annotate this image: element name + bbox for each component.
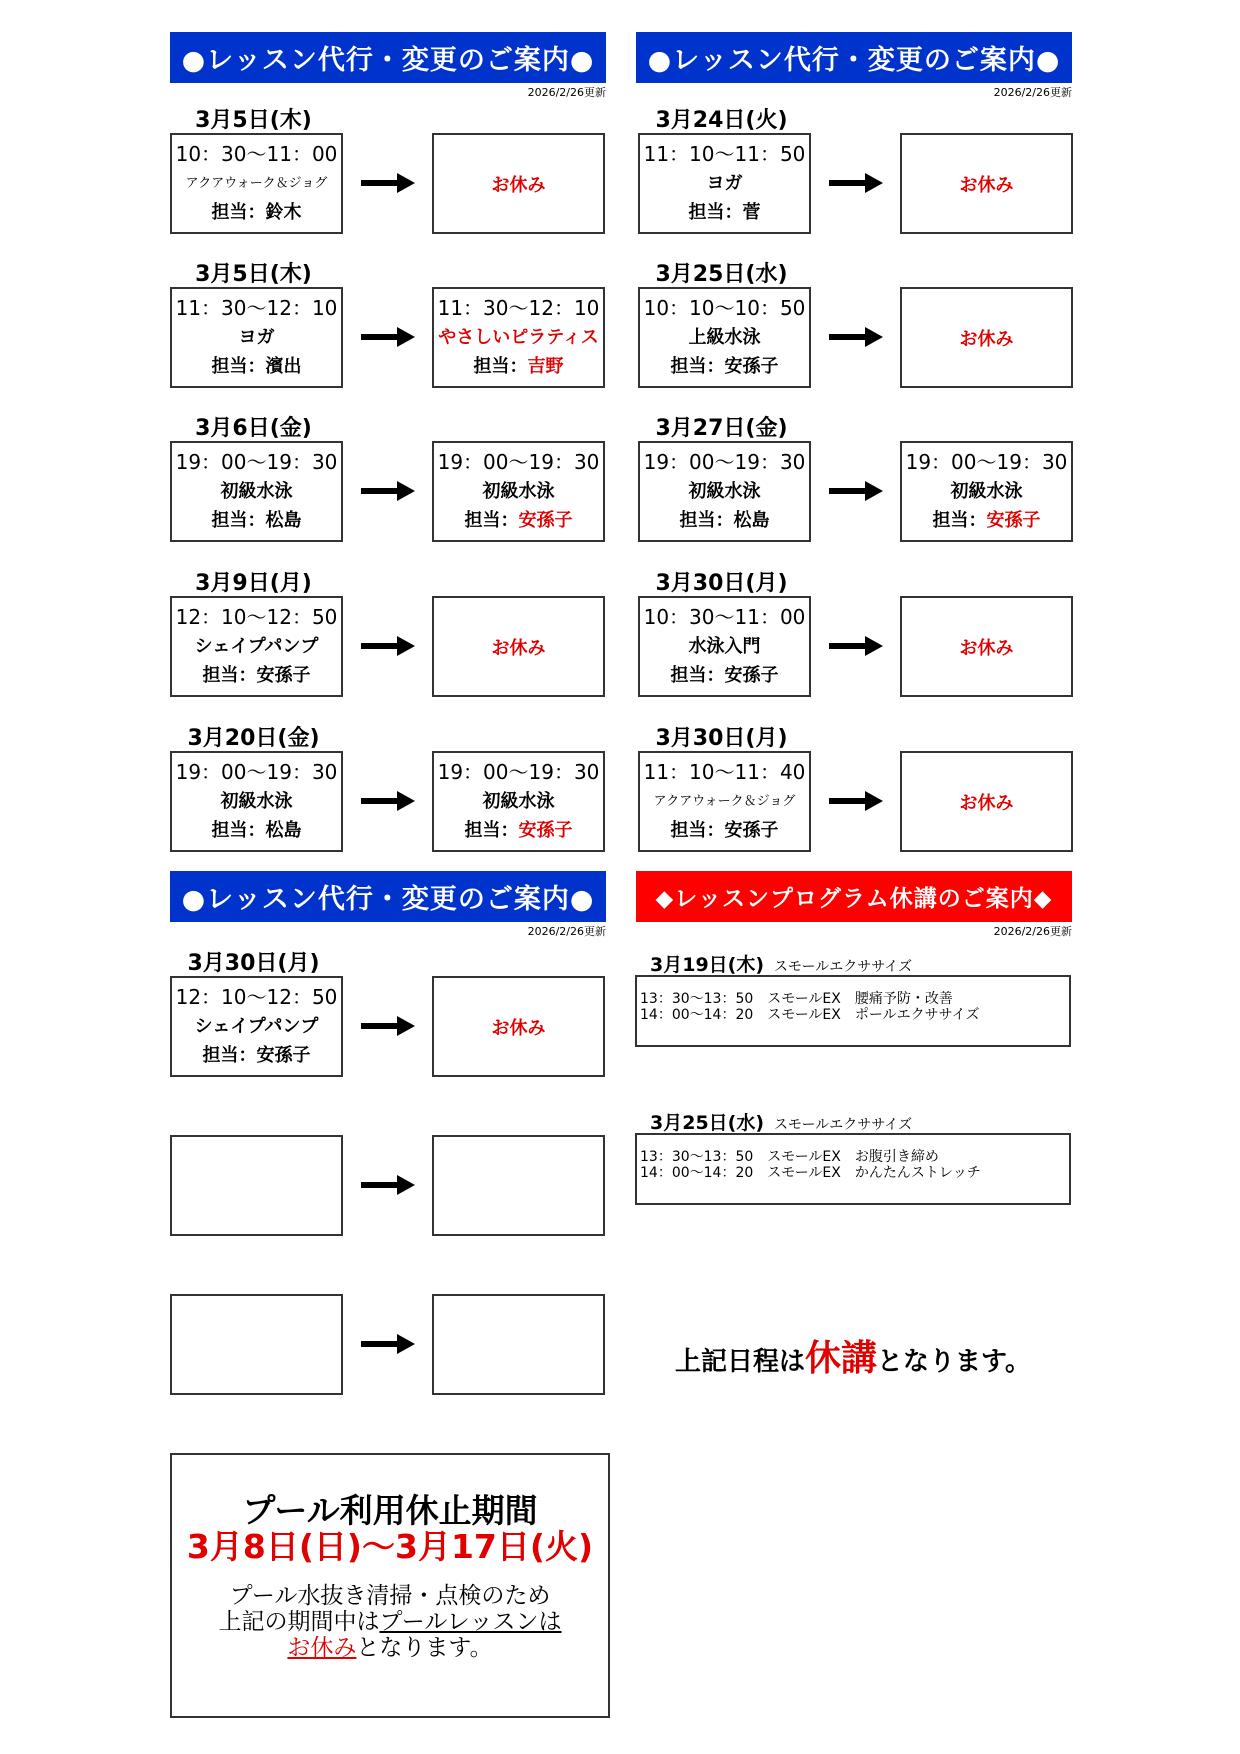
- changed-lesson-box: [900, 133, 1073, 234]
- lesson-date: 3月20日(金): [187, 726, 320, 751]
- updated-date: 2026/2/26更新: [527, 925, 606, 938]
- original-lesson-box: [638, 596, 811, 697]
- arrow-right-icon: [361, 173, 415, 193]
- lesson-program: アクアウォーク＆ジョグ: [185, 176, 328, 191]
- lesson-instructor: 担当：松島: [211, 510, 302, 531]
- lesson-time: 11：30～12：10: [437, 296, 600, 320]
- lesson-program: ヨガ: [706, 173, 743, 194]
- instructor-label: 担当：: [464, 510, 519, 531]
- arrow-right-icon: [361, 1016, 415, 1036]
- lesson-program: シェイプパンプ: [194, 1016, 319, 1037]
- off-label: お休み: [959, 174, 1014, 196]
- updated-date: 2026/2/26更新: [527, 86, 606, 99]
- lesson-date: 3月9日(月): [195, 571, 312, 596]
- lesson-date: 3月25日(水): [655, 262, 788, 287]
- changed-lesson-box: [900, 596, 1073, 697]
- cancel-date: 3月25日(水) スモールエクササイズ: [650, 1112, 913, 1134]
- original-lesson-box: [170, 287, 343, 388]
- off-label: お休み: [491, 174, 546, 196]
- lesson-date: 3月24日(火): [655, 108, 788, 133]
- lesson-program: アクアウォーク＆ジョグ: [653, 794, 796, 809]
- lesson-time: 19：00～19：30: [175, 760, 338, 784]
- lesson-instructor: [474, 352, 564, 381]
- changed-lesson-box: [432, 441, 605, 542]
- lesson-time: 19：00～19：30: [643, 450, 806, 474]
- original-lesson-box: [170, 751, 343, 852]
- lesson-time: 19：00～19：30: [175, 450, 338, 474]
- off-label: お休み: [959, 792, 1014, 814]
- arrow-right-icon: [361, 1175, 415, 1195]
- lesson-time: 12：10～12：50: [175, 985, 338, 1009]
- original-lesson-box: [638, 287, 811, 388]
- changed-lesson-box: [432, 1135, 605, 1236]
- pool-period: 3月8日(日)～3月17日(火): [186, 1527, 594, 1566]
- lesson-instructor: 担当：安孫子: [670, 665, 779, 686]
- arrow-right-icon: [829, 327, 883, 347]
- substitute-header-left: ●レッスン代行・変更のご案内●: [170, 32, 606, 83]
- lesson-time: 12：10～12：50: [175, 605, 338, 629]
- lesson-instructor: 担当：松島: [679, 510, 770, 531]
- lesson-date: 3月30日(月): [655, 571, 788, 596]
- lesson-program: 初級水泳: [688, 481, 761, 502]
- changed-lesson-box: [432, 133, 605, 234]
- lesson-program: 初級水泳: [482, 481, 555, 502]
- off-label: お休み: [491, 1017, 546, 1039]
- instructor-name: 安孫子: [518, 820, 573, 841]
- pool-title: プール利用休止期間: [242, 1491, 538, 1530]
- lesson-instructor: 担当：濱出: [211, 356, 302, 377]
- lesson-program: 上級水泳: [688, 327, 761, 348]
- lesson-instructor: [465, 816, 573, 845]
- cancel-box: 13：30～13：50 スモールEX 腰痛予防・改善 14：00～14：20 スモールEX ポールエクササイズ: [635, 975, 1071, 1047]
- lesson-program: 初級水泳: [220, 791, 293, 812]
- lesson-program: やさしいピラティス: [438, 327, 599, 348]
- changed-lesson-box: [432, 976, 605, 1077]
- lesson-time: 11：10～11：50: [643, 142, 806, 166]
- off-label: お休み: [959, 637, 1014, 659]
- lesson-date: 3月30日(月): [187, 951, 320, 976]
- lesson-instructor: 担当：安孫子: [202, 665, 311, 686]
- original-lesson-box: [170, 1135, 343, 1236]
- arrow-right-icon: [829, 636, 883, 656]
- lesson-program: ヨガ: [238, 327, 275, 348]
- lesson-instructor: 担当：安孫子: [670, 820, 779, 841]
- lesson-date: 3月27日(金): [655, 416, 788, 441]
- original-lesson-box: [638, 441, 811, 542]
- instructor-label: 担当：: [464, 820, 519, 841]
- instructor-name: 安孫子: [518, 510, 573, 531]
- lesson-time: 10：30～11：00: [643, 605, 806, 629]
- lesson-program: シェイプパンプ: [194, 636, 319, 657]
- lesson-date: 3月5日(木): [195, 262, 312, 287]
- changed-lesson-box: [432, 596, 605, 697]
- instructor-label: 担当：: [473, 356, 528, 377]
- lesson-program: 初級水泳: [950, 481, 1023, 502]
- original-lesson-box: [170, 1294, 343, 1395]
- original-lesson-box: [170, 596, 343, 697]
- lesson-instructor: 担当：安孫子: [670, 356, 779, 377]
- lesson-instructor: 担当：安孫子: [202, 1045, 311, 1066]
- original-lesson-box: [638, 133, 811, 234]
- changed-lesson-box: [432, 287, 605, 388]
- lesson-time: 19：00～19：30: [905, 450, 1068, 474]
- arrow-right-icon: [361, 791, 415, 811]
- lesson-date: 3月6日(金): [195, 416, 312, 441]
- original-lesson-box: [170, 441, 343, 542]
- instructor-name: 安孫子: [986, 510, 1041, 531]
- changed-lesson-box: [432, 1294, 605, 1395]
- substitute-header-lower: ●レッスン代行・変更のご案内●: [170, 871, 606, 922]
- lesson-instructor: [933, 506, 1041, 535]
- arrow-right-icon: [829, 481, 883, 501]
- arrow-right-icon: [829, 173, 883, 193]
- instructor-name: 吉野: [527, 356, 564, 377]
- lesson-time: 11：10～11：40: [643, 760, 806, 784]
- updated-date: 2026/2/26更新: [993, 86, 1072, 99]
- lesson-program: 初級水泳: [482, 791, 555, 812]
- lesson-instructor: 担当：松島: [211, 820, 302, 841]
- lesson-time: 10：10～10：50: [643, 296, 806, 320]
- lesson-date: 3月5日(木): [195, 108, 312, 133]
- arrow-right-icon: [361, 636, 415, 656]
- cancel-date: 3月19日(木) スモールエクササイズ: [650, 954, 913, 976]
- arrow-right-icon: [361, 481, 415, 501]
- original-lesson-box: [638, 751, 811, 852]
- original-lesson-box: [170, 133, 343, 234]
- arrow-right-icon: [361, 1334, 415, 1354]
- arrow-right-icon: [361, 327, 415, 347]
- pool-closure-box: [170, 1453, 610, 1718]
- original-lesson-box: [170, 976, 343, 1077]
- lesson-instructor: [465, 506, 573, 535]
- changed-lesson-box: [900, 441, 1073, 542]
- substitute-header-right: ●レッスン代行・変更のご案内●: [636, 32, 1072, 83]
- off-label: お休み: [491, 637, 546, 659]
- off-label: お休み: [959, 328, 1014, 350]
- lesson-program: 初級水泳: [220, 481, 293, 502]
- changed-lesson-box: [900, 287, 1073, 388]
- cancel-box: 13：30～13：50 スモールEX お腹引き締め 14：00～14：20 スモールEX かんたんストレッチ: [635, 1133, 1071, 1205]
- changed-lesson-box: [432, 751, 605, 852]
- instructor-label: 担当：: [932, 510, 987, 531]
- cancel-header: ◆レッスンプログラム休講のご案内◆: [636, 871, 1072, 922]
- lesson-instructor: 担当：菅: [688, 202, 761, 223]
- cancel-notice: 上記日程は休講となります。: [675, 1338, 1031, 1379]
- changed-lesson-box: [900, 751, 1073, 852]
- lesson-program: 水泳入門: [688, 636, 761, 657]
- lesson-time: 11：30～12：10: [175, 296, 338, 320]
- lesson-time: 19：00～19：30: [437, 450, 600, 474]
- updated-date: 2026/2/26更新: [993, 925, 1072, 938]
- lesson-date: 3月30日(月): [655, 726, 788, 751]
- lesson-time: 10：30～11：00: [175, 142, 338, 166]
- pool-message: プール水抜き清掃・点検のため 上記の期間中はプールレッスンは お休みとなります。: [218, 1583, 562, 1661]
- arrow-right-icon: [829, 791, 883, 811]
- lesson-instructor: 担当：鈴木: [211, 202, 302, 223]
- lesson-time: 19：00～19：30: [437, 760, 600, 784]
